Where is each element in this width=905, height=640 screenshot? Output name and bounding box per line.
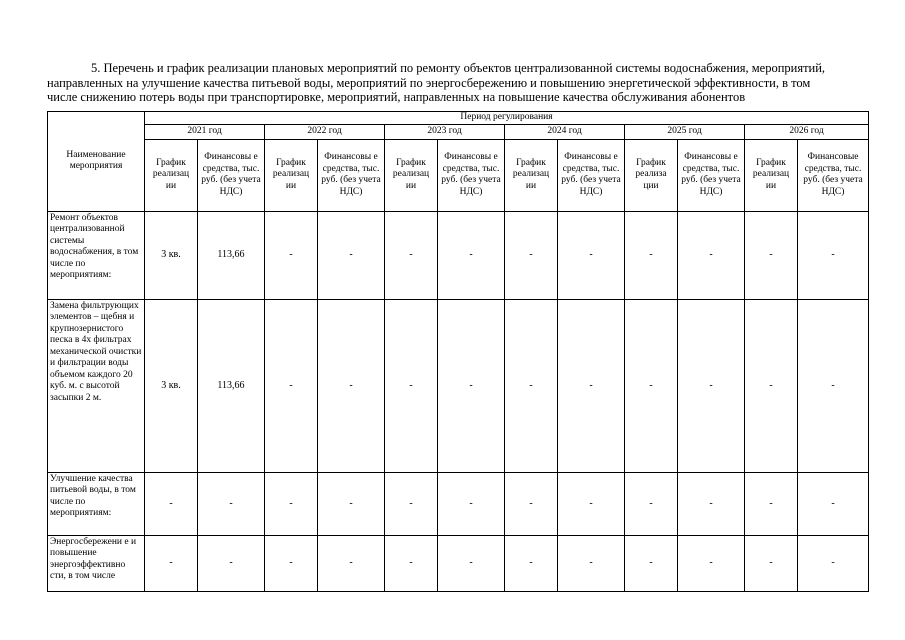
- table-cell: -: [385, 299, 438, 472]
- table-cell: -: [625, 535, 678, 591]
- table-row: [48, 535, 869, 591]
- activity-name: Энергосбережени е и повышение энергоэффективно сти, в том числе: [48, 535, 145, 591]
- year-header: 2025 год: [625, 124, 745, 139]
- table-cell: -: [678, 535, 745, 591]
- table-cell: 113,66: [198, 299, 265, 472]
- table-row: [48, 472, 869, 535]
- activity-name: Ремонт объектов централизованной системы водоснабжения, в том числе по мероприятиям:: [48, 211, 145, 299]
- table-cell: -: [558, 535, 625, 591]
- period-header: Период регулирования: [145, 112, 869, 125]
- table-cell: -: [505, 211, 558, 299]
- table-cell: -: [385, 535, 438, 591]
- schedule-header: График реализац ии: [265, 139, 318, 211]
- table-cell: -: [265, 535, 318, 591]
- schedule-header: График реализац ии: [385, 139, 438, 211]
- table-cell: -: [318, 535, 385, 591]
- funding-header: Финансовы е средства, тыс. руб. (без учета НДС): [318, 139, 385, 211]
- table-cell: -: [318, 472, 385, 535]
- funding-header: Финансовы е средства, тыс. руб. (без учета НДС): [558, 139, 625, 211]
- table-cell: -: [625, 299, 678, 472]
- table-cell: -: [318, 299, 385, 472]
- table-cell: -: [318, 211, 385, 299]
- year-header: 2022 год: [265, 124, 385, 139]
- schedule-header: График реализа ции: [625, 139, 678, 211]
- table-cell: -: [745, 211, 798, 299]
- funding-header: Финансовы е средства, тыс. руб. (без учета НДС): [198, 139, 265, 211]
- sub-header-row: [48, 139, 869, 211]
- activities-schedule-table: [47, 111, 869, 592]
- document-heading: [47, 61, 869, 105]
- funding-header: Финансовые средства, тыс. руб. (без учета НДС): [798, 139, 869, 211]
- funding-header: Финансовы е средства, тыс. руб. (без учета НДС): [678, 139, 745, 211]
- table-cell: -: [745, 535, 798, 591]
- table-cell: -: [678, 211, 745, 299]
- year-header: 2024 год: [505, 124, 625, 139]
- table-cell: -: [198, 472, 265, 535]
- table-cell: 3 кв.: [145, 299, 198, 472]
- table-row: [48, 211, 869, 299]
- table-cell: -: [798, 299, 869, 472]
- table-cell: -: [385, 211, 438, 299]
- table-cell: -: [625, 472, 678, 535]
- table-row: [48, 299, 869, 472]
- schedule-header: График реализац ии: [745, 139, 798, 211]
- table-cell: -: [678, 472, 745, 535]
- table-cell: -: [505, 472, 558, 535]
- heading-line-3: числе снижению потерь воды при транспортировке, мероприятий, направленных на повышение качества обслуживания абонентов: [47, 90, 746, 104]
- table-cell: -: [505, 535, 558, 591]
- year-header: 2026 год: [745, 124, 869, 139]
- heading-line-2: направленных на улучшение качества питьевой воды, мероприятий по энергосбережению и повышению энергетической эффективности, в том: [47, 75, 811, 90]
- year-header: 2023 год: [385, 124, 505, 139]
- years-row: [48, 124, 869, 139]
- table-cell: -: [745, 299, 798, 472]
- table-cell: -: [438, 211, 505, 299]
- table-cell: -: [798, 535, 869, 591]
- year-header: 2021 год: [145, 124, 265, 139]
- table-cell: -: [558, 211, 625, 299]
- table-cell: -: [438, 299, 505, 472]
- table-cell: 3 кв.: [145, 211, 198, 299]
- table-cell: 113,66: [198, 211, 265, 299]
- table-cell: -: [558, 299, 625, 472]
- activity-name: Замена фильтрующих элементов – щебня и крупнозернистого песка в 4х фильтрах механической очистки и фильтрации воды объемом каждого 20 куб. м. с высотой засыпки 2 м.: [48, 299, 145, 472]
- table-cell: -: [385, 472, 438, 535]
- table-cell: -: [505, 299, 558, 472]
- table-cell: -: [438, 472, 505, 535]
- table-cell: -: [798, 472, 869, 535]
- table-cell: -: [625, 211, 678, 299]
- table-cell: -: [145, 535, 198, 591]
- funding-header: Финансовы е средства, тыс. руб. (без учета НДС): [438, 139, 505, 211]
- activity-name: Улучшение качества питьевой воды, в том числе по мероприятиям:: [48, 472, 145, 535]
- table-cell: -: [438, 535, 505, 591]
- table-cell: -: [798, 211, 869, 299]
- table-cell: -: [745, 472, 798, 535]
- heading-line-1: 5. Перечень и график реализации плановых мероприятий по ремонту объектов централизованной системы водоснабжения, мероприятий,: [91, 61, 826, 75]
- schedule-header: График реализац ии: [505, 139, 558, 211]
- table-cell: -: [265, 472, 318, 535]
- table-cell: -: [678, 299, 745, 472]
- schedule-header: График реализац ии: [145, 139, 198, 211]
- table-cell: -: [265, 299, 318, 472]
- table-cell: -: [145, 472, 198, 535]
- activity-name-header: Наименование мероприятия: [48, 112, 145, 212]
- table-cell: -: [558, 472, 625, 535]
- table-cell: -: [265, 211, 318, 299]
- table-cell: -: [198, 535, 265, 591]
